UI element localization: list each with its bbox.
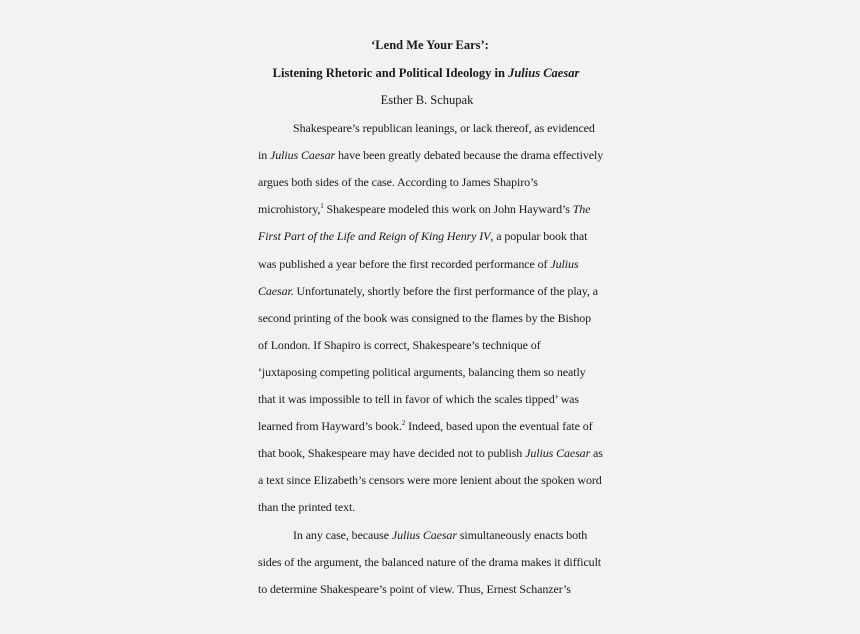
body-line: [258, 392, 579, 407]
document-subtitle: [0, 66, 856, 81]
text-run: that it was impossible to tell in favor of which the scales tipped’ was: [258, 392, 579, 406]
text-run: argues both sides of the case. According to James Shapiro’s: [258, 175, 538, 190]
text-run: simultaneously enacts both: [456, 527, 588, 542]
text-run: have been greatly debated because the drama effectively: [335, 148, 604, 163]
body-line: [258, 229, 587, 244]
text-run: than the printed text.: [258, 500, 356, 515]
italic-text: The: [572, 202, 591, 217]
body-line: [258, 284, 598, 299]
footnote-marker: 2: [401, 419, 406, 428]
text-run: microhistory,: [258, 202, 321, 217]
body-line: [258, 555, 601, 570]
body-line: [258, 338, 541, 353]
italic-text: Caesar.: [258, 283, 294, 298]
text-run: second printing of the book was consigned to the flames by the Bishop: [258, 310, 592, 325]
text-run: Shakespeare’s republican leanings, or lack thereof, as evidenced: [293, 121, 595, 135]
document-title: ‘Lend Me Your Ears’:: [371, 38, 489, 52]
text-run: , a popular book that: [490, 229, 588, 244]
text-run: was published a year before the first recorded performance of: [258, 256, 551, 271]
body-line: [258, 311, 591, 326]
text-run: Unfortunately, shortly before the first performance of the play, a: [293, 283, 598, 298]
body-line: [258, 582, 571, 597]
body-line: [293, 121, 595, 136]
italic-text: Julius Caesar: [391, 527, 457, 542]
text-run: Shakespeare modeled this work on John Hayward’s: [323, 202, 573, 217]
document-author: Esther B. Schupak: [380, 93, 474, 107]
footnote-marker: 1: [320, 202, 324, 211]
text-run: in: [258, 148, 271, 163]
italic-text: Julius: [550, 256, 579, 271]
italic-text: Julius Caesar: [525, 446, 591, 461]
body-line: [258, 175, 538, 190]
body-line: [258, 148, 603, 163]
text-run: Indeed, based upon the eventual fate of: [405, 419, 593, 434]
text-run: a text since Elizabeth’s censors were more lenient about the spoken word: [258, 473, 602, 488]
body-line: [258, 365, 586, 380]
text-run: In any case, because: [293, 527, 392, 542]
body-line: [258, 202, 590, 217]
italic-text: First Part of the Life and Reign of King Henry IV: [258, 229, 491, 244]
subtitle-italic-title: Julius Caesar: [508, 66, 580, 80]
body-line: [258, 500, 355, 515]
text-run: as: [590, 446, 603, 461]
subtitle-text: Listening Rhetoric and Political Ideology in: [272, 66, 509, 80]
text-run: sides of the argument, the balanced nature of the drama makes it difficult: [258, 554, 602, 569]
body-line: [258, 446, 603, 461]
text-run: to determine Shakespeare’s point of view. Thus, Ernest Schanzer’s: [258, 581, 571, 596]
text-run: of London. If Shapiro is correct, Shakespeare’s technique of: [258, 337, 541, 352]
text-run: that book, Shakespeare may have decided not to publish: [258, 446, 526, 461]
italic-text: Julius Caesar: [270, 148, 336, 163]
text-run: ‘juxtaposing competing political arguments, balancing them so neatly: [258, 364, 586, 379]
text-run: learned from Hayward’s book.: [258, 419, 402, 434]
body-line: [258, 257, 578, 272]
body-line: [258, 473, 602, 488]
body-line: [293, 528, 587, 543]
body-line: [258, 419, 593, 434]
